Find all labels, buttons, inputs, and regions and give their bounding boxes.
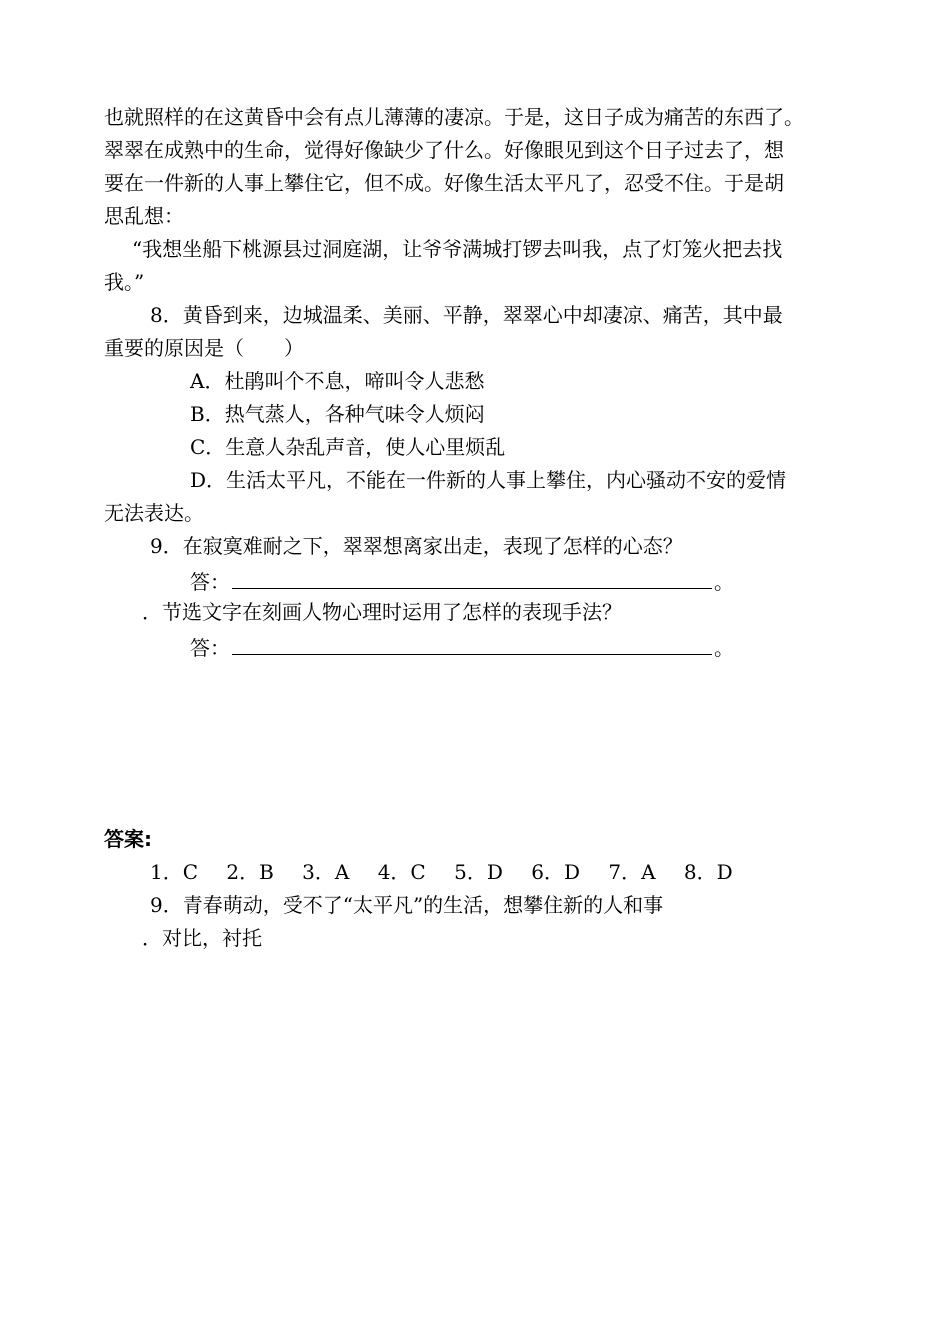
- answer-key-item: 4．C: [377, 860, 426, 884]
- passage-line: 要在一件新的人事上攀住它，但不成。好像生活太平凡了，忍受不住。于是胡: [104, 171, 784, 195]
- question-10-stem: ．节选文字在刻画人物心理时运用了怎样的表现手法？: [142, 600, 622, 624]
- answer-key-item: 6．D: [531, 860, 580, 884]
- question-8-option-b: B．热气蒸人，各种气味令人烦闷: [190, 402, 485, 426]
- answer-label: 答：: [190, 570, 230, 594]
- question-8-option-d-cont: 无法表达。: [104, 501, 204, 525]
- answer-key-row: [150, 859, 755, 885]
- question-10-answer-row: [190, 632, 734, 661]
- answer-key-item: 3．A: [302, 860, 350, 884]
- answer-10: ．对比，衬托: [142, 926, 262, 950]
- answer-label: 答：: [190, 636, 230, 660]
- question-8-option-a: A．杜鹃叫个不息，啼叫令人悲愁: [190, 369, 485, 393]
- answer-end: 。: [714, 636, 734, 660]
- answer-key-item: 5．D: [454, 860, 503, 884]
- passage-line: 思乱想：: [104, 204, 184, 228]
- question-8-option-d: D．生活太平凡，不能在一件新的人事上攀住，内心骚动不安的爱情: [190, 468, 787, 492]
- answer-9: 9．青春萌动，受不了“太平凡”的生活，想攀住新的人和事: [150, 893, 664, 917]
- answer-key-item: 1．C: [150, 860, 199, 884]
- answer-key-item: 7．A: [608, 860, 656, 884]
- passage-line: 翠翠在成熟中的生命，觉得好像缺少了什么。好像眼见到这个日子过去了，想: [104, 138, 784, 162]
- passage-quote-line: 我。”: [104, 270, 145, 294]
- answers-title: 答案:: [104, 827, 152, 851]
- question-8-option-c: C．生意人杂乱声音，使人心里烦乱: [190, 435, 506, 459]
- passage-line: 也就照样的在这黄昏中会有点儿薄薄的凄凉。于是，这日子成为痛苦的东西了。: [104, 105, 804, 129]
- answer-end: 。: [714, 570, 734, 594]
- answer-key-item: 2．B: [226, 860, 274, 884]
- answer-key-item: 8．D: [683, 860, 733, 884]
- answer-blank[interactable]: [232, 632, 712, 655]
- passage-quote-line: “我想坐船下桃源县过洞庭湖，让爷爷满城打锣去叫我，点了灯笼火把去找: [132, 237, 783, 261]
- answer-blank[interactable]: [232, 566, 712, 589]
- question-9-answer-row: [190, 566, 734, 595]
- question-8-stem-cont: 重要的原因是（ ）: [104, 336, 304, 360]
- question-9-stem: 9．在寂寞难耐之下，翠翠想离家出走，表现了怎样的心态？: [150, 534, 683, 558]
- question-8-stem: 8．黄昏到来，边城温柔、美丽、平静，翠翠心中却凄凉、痛苦，其中最: [150, 303, 783, 327]
